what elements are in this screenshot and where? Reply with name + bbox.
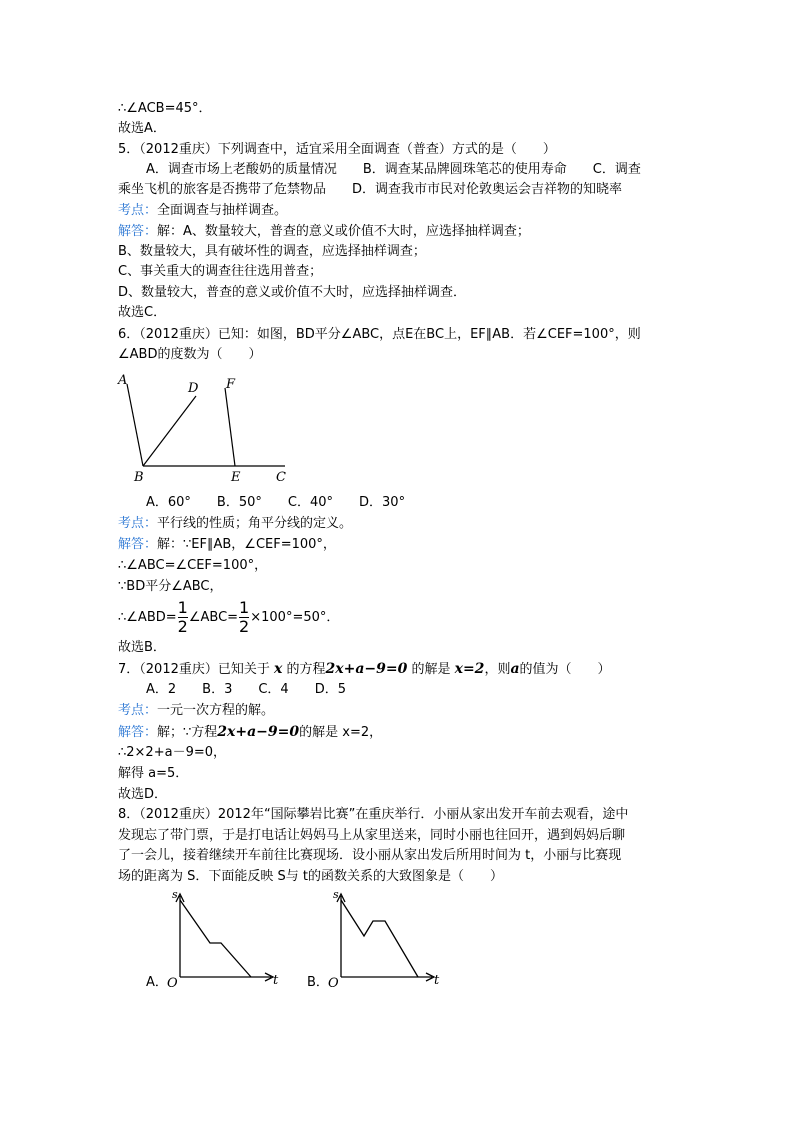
axis-s-label: s bbox=[172, 888, 178, 901]
jieda-label: 解答： bbox=[118, 537, 158, 552]
q5-step-b: B、数量较大，具有破坏性的调查，应选择抽样调查； bbox=[118, 244, 426, 259]
kaodian-label: 考点： bbox=[118, 203, 158, 218]
q8-stem-line1: 8．（2012重庆）2012年“国际攀岩比赛”在重庆举行．小丽从家出发开车前去观看，途中 bbox=[118, 807, 629, 822]
q5-options-line2: 乘坐飞机的旅客是否携带了危禁物品 D．调查我市市民对伦敦奥运会吉祥物的知晓率 bbox=[118, 182, 623, 197]
q6-step1: ∴∠ABC=∠CEF=100°， bbox=[118, 558, 268, 573]
q6-options: A．60° B．50° C．40° D．30° bbox=[146, 495, 406, 510]
math-equation: 2x+a−9=0 bbox=[217, 724, 300, 740]
kaodian-text: 全面调查与抽样调查。 bbox=[157, 203, 288, 218]
axis-t-label: t bbox=[434, 973, 440, 988]
q7-stem-pre: 7．（2012重庆）已知关于 bbox=[118, 662, 274, 677]
q7-stem-post: 的值为（ ） bbox=[519, 662, 611, 677]
q7-step2: 解得 a=5． bbox=[118, 766, 189, 781]
label-d: D bbox=[188, 381, 199, 396]
q8-graph-a bbox=[163, 886, 288, 992]
kaodian-text: 平行线的性质；角平分线的定义。 bbox=[157, 516, 353, 531]
line-answer-a: 故选A． bbox=[118, 121, 166, 136]
q6-geometry-figure bbox=[112, 370, 302, 488]
q6-step2: ∵BD平分∠ABC， bbox=[118, 579, 223, 594]
q7-kaodian bbox=[118, 702, 274, 720]
fraction-half bbox=[178, 600, 188, 635]
q7-answer: 故选D． bbox=[118, 787, 168, 802]
label-c: C bbox=[276, 470, 286, 485]
jieda-label: 解答： bbox=[118, 224, 158, 239]
axis-s-label: s bbox=[333, 888, 339, 901]
fraction-numerator: 1 bbox=[239, 598, 250, 617]
q6-step3 bbox=[118, 600, 339, 635]
q7-stem-mid: 的方程 bbox=[282, 662, 326, 677]
line-conclusion-acb: ∴∠ACB=45°． bbox=[118, 101, 212, 116]
q5-step-d: D、数量较大，普查的意义或价值不大时，应选择抽样调查． bbox=[118, 285, 467, 300]
q8-option-b-label: B． bbox=[307, 975, 329, 990]
q8-stem-line3: 了一会儿，接着继续开车前往比赛现场．设小丽从家出发后所用时间为 t，小丽与比赛现 bbox=[118, 848, 622, 863]
fraction-numerator: 1 bbox=[177, 598, 188, 617]
math-solution: x=2 bbox=[454, 661, 485, 677]
q7-jieda bbox=[118, 723, 382, 742]
q6-step3-mid: ∠ABC= bbox=[188, 610, 239, 625]
origin-label: O bbox=[328, 976, 339, 991]
label-a: A bbox=[118, 373, 128, 388]
math-variable-a: a bbox=[510, 661, 520, 677]
label-f: F bbox=[226, 377, 236, 392]
q5-answer: 故选C． bbox=[118, 305, 167, 320]
q5-step-c: C、事关重大的调查往往选用普查； bbox=[118, 264, 323, 279]
q6-stem-line1: 6．（2012重庆）已知：如图，BD平分∠ABC，点E在BC上，EF∥AB．若∠CEF=100°，则 bbox=[118, 327, 641, 342]
q8-option-a-label: A． bbox=[146, 975, 168, 990]
q7-stem bbox=[118, 660, 611, 679]
q6-jieda bbox=[118, 536, 336, 554]
q6-step3-post: ×100°=50°． bbox=[250, 610, 340, 625]
q6-kaodian bbox=[118, 515, 352, 533]
jieda-text: 解：A、数量较大，普查的意义或价值不大时，应选择抽样调查； bbox=[157, 224, 530, 239]
label-e: E bbox=[231, 470, 241, 485]
math-equation: 2x+a−9=0 bbox=[325, 661, 408, 677]
q8-graph-b bbox=[324, 886, 449, 992]
axis-t-label: t bbox=[273, 973, 279, 988]
fraction-denominator: 2 bbox=[239, 617, 250, 636]
kaodian-label: 考点： bbox=[118, 703, 158, 718]
math-variable-x: x bbox=[274, 661, 283, 677]
fraction-denominator: 2 bbox=[177, 617, 188, 636]
jieda-text: 解：∵EF∥AB，∠CEF=100°， bbox=[157, 537, 336, 552]
q8-stem-line4: 场的距离为 S．下面能反映 S与 t的函数关系的大致图象是（ ） bbox=[118, 869, 503, 884]
jieda-pre: 解；∵方程 bbox=[157, 725, 218, 740]
q5-kaodian bbox=[118, 202, 287, 220]
origin-label: O bbox=[167, 976, 178, 991]
label-b: B bbox=[134, 470, 144, 485]
kaodian-label: 考点： bbox=[118, 516, 158, 531]
q5-options-line1: A．调查市场上老酸奶的质量情况 B．调查某品牌圆珠笔芯的使用寿命 C．调查 bbox=[146, 162, 641, 177]
q6-answer: 故选B． bbox=[118, 640, 166, 655]
q7-options: A．2 B．3 C．4 D．5 bbox=[146, 682, 346, 697]
q7-stem-mid2: 的解是 bbox=[407, 662, 455, 677]
q7-step1: ∴2×2+a－9=0， bbox=[118, 745, 226, 760]
jieda-post: 的解是 x=2， bbox=[299, 725, 383, 740]
q5-jieda bbox=[118, 223, 530, 241]
q6-stem-line2: ∠ABD的度数为（ ） bbox=[118, 347, 262, 362]
q6-step3-pre: ∴∠ABD= bbox=[118, 610, 177, 625]
fraction-half bbox=[239, 600, 249, 635]
q7-stem-mid3: ，则 bbox=[484, 662, 511, 677]
kaodian-text: 一元一次方程的解。 bbox=[157, 703, 275, 718]
q5-stem: 5．（2012重庆）下列调查中，适宜采用全面调查（普查）方式的是（ ） bbox=[118, 142, 556, 157]
jieda-label: 解答： bbox=[118, 725, 158, 740]
q8-stem-line2: 发现忘了带门票，于是打电话让妈妈马上从家里送来，同时小丽也往回开，遇到妈妈后聊 bbox=[118, 828, 626, 843]
